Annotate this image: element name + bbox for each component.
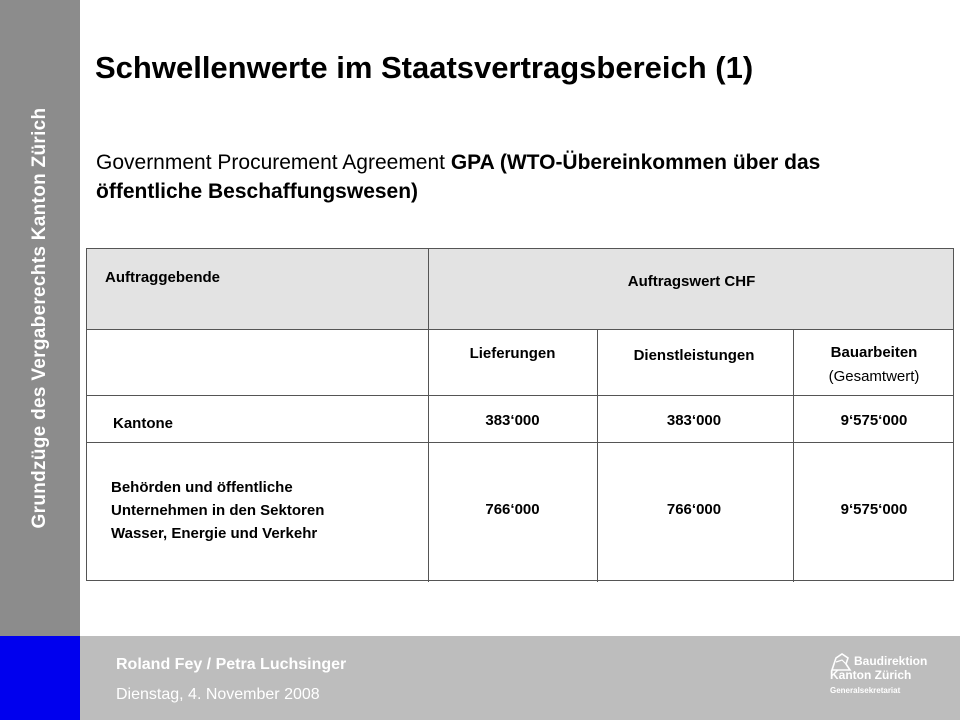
subheader-lieferungen: Lieferungen xyxy=(469,345,556,362)
cell-kantone-bauarbeiten: 9‘575‘000 xyxy=(840,412,908,429)
subheader-bauarbeiten-note: (Gesamtwert) xyxy=(828,368,920,385)
cell-sektoren-bauarbeiten: 9‘575‘000 xyxy=(840,501,908,518)
row-divider xyxy=(87,395,953,396)
logo-line3: Generalsekretariat xyxy=(830,686,901,695)
subheader-bauarbeiten: Bauarbeiten xyxy=(830,344,918,361)
cell-sektoren-lieferungen: 766‘000 xyxy=(485,501,540,518)
sidebar xyxy=(0,0,80,636)
row-label-line: Wasser, Energie und Verkehr xyxy=(111,525,318,542)
column-divider xyxy=(793,329,794,582)
subtitle-bold: GPA (WTO-Übereinkommen über das öffentliche Beschaffungswesen) xyxy=(96,151,821,203)
footer-authors: Roland Fey / Petra Luchsinger xyxy=(116,656,347,673)
baudirektion-logo xyxy=(828,650,948,706)
cell-kantone-lieferungen: 383‘000 xyxy=(485,412,540,429)
slide-subtitle xyxy=(96,148,916,206)
subtitle-normal: Government Procurement Agreement xyxy=(96,151,451,174)
row-label-line: Unternehmen in den Sektoren xyxy=(111,502,325,519)
footer xyxy=(80,636,960,720)
logo-line2: Kanton Zürich xyxy=(830,668,912,682)
row-label-kantone: Kantone xyxy=(113,415,173,432)
slide-title: Schwellenwerte im Staatsvertragsbereich (1) xyxy=(95,50,754,85)
cell-kantone-dienstleistungen: 383‘000 xyxy=(666,412,722,429)
row-divider xyxy=(87,329,953,330)
row-divider xyxy=(87,442,953,443)
accent-square xyxy=(0,636,80,720)
header-auftragswert: Auftragswert CHF xyxy=(627,273,756,290)
cell-sektoren-dienstleistungen: 766‘000 xyxy=(666,501,722,518)
row-label-sektoren xyxy=(111,476,324,545)
subheader-dienstleistungen: Dienstleistungen xyxy=(633,347,755,364)
threshold-table xyxy=(86,248,954,581)
row-label-line: Behörden und öffentliche xyxy=(111,479,293,496)
footer-date: Dienstag, 4. November 2008 xyxy=(116,686,320,703)
header-auftraggebende: Auftraggebende xyxy=(105,269,221,286)
column-divider xyxy=(597,329,598,582)
logo-line1: Baudirektion xyxy=(854,654,928,668)
sidebar-title: Grundzüge des Vergaberechts Kanton Zürich xyxy=(29,107,50,529)
